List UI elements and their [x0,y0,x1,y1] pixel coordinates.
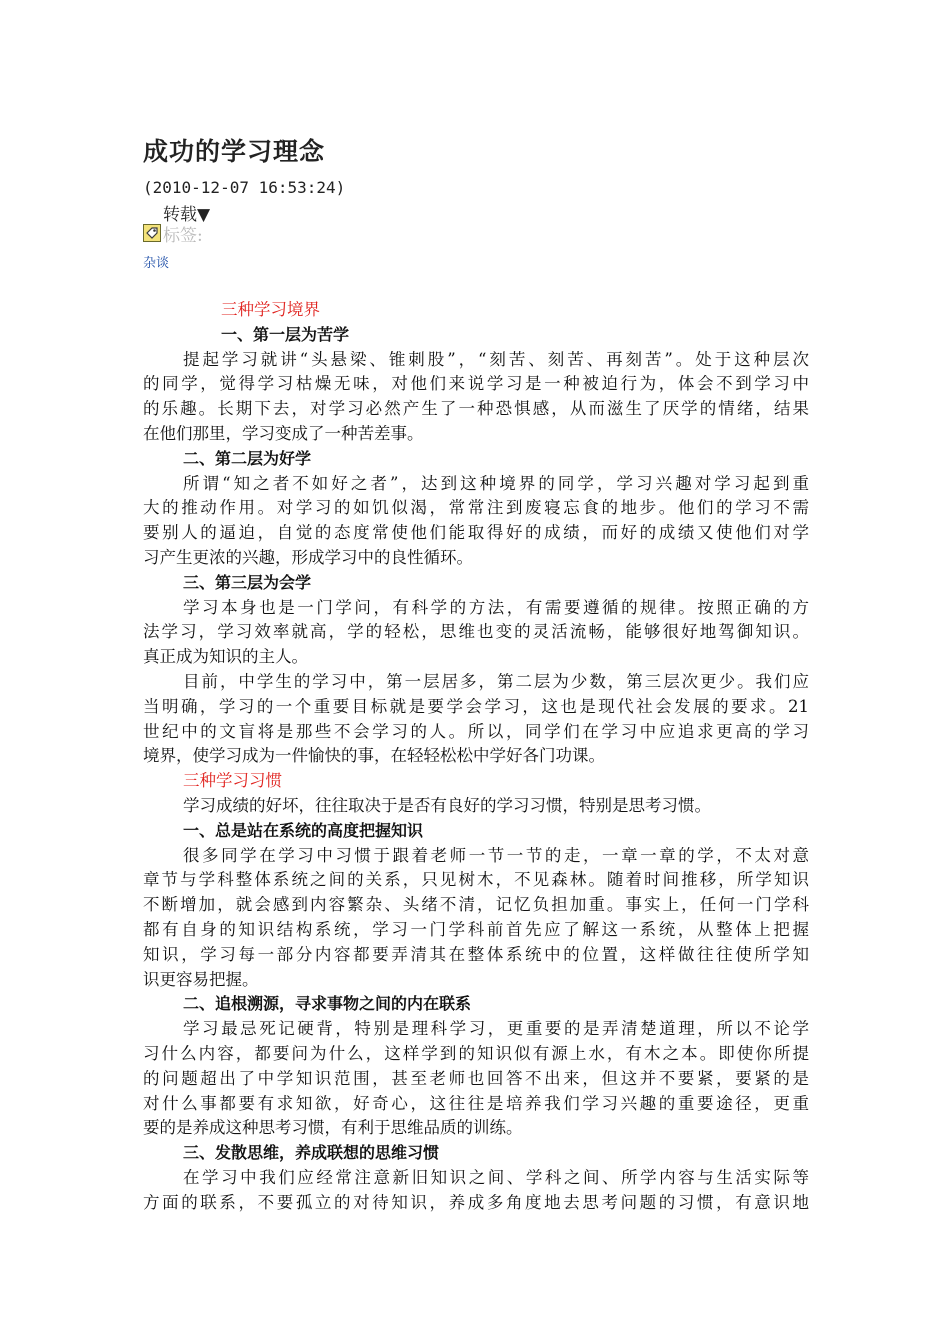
paragraph-line: 习什么内容，都要问为什么，这样学到的知识似有源上水，有木之本。即使你所提 [143,1043,809,1063]
tag-icon [143,224,161,242]
section-heading-realms: 三种学习境界 [221,300,320,319]
paragraph-line: 很多同学在学习中习惯于跟着老师一节一节的走，一章一章的学，不太对意 [183,845,809,865]
paragraph-line: 学习成绩的好坏，往往取决于是否有良好的学习习惯，特别是思考习惯。 [183,795,711,815]
paragraph-line: 在他们那里，学习变成了一种苦差事。 [143,423,424,443]
paragraph-line: 的问题超出了中学知识范围，甚至老师也回答不出来，但这并不要紧，要紧的是 [143,1068,809,1088]
paragraph-line: 真正成为知识的主人。 [143,647,308,667]
paragraph-line: 的乐趣。长期下去，对学习必然产生了一种恐惧感，从而滋生了厌学的情绪，结果 [143,399,809,419]
subheading: 三、发散思维，养成联想的思维习惯 [183,1143,440,1163]
paragraph-line: 学习本身也是一门学问，有科学的方法，有需要遵循的规律。按照正确的方 [183,597,809,617]
paragraph-line: 都有自身的知识结构系统，学习一门学科前首先应了解这一系统，从整体上把握 [143,919,809,939]
paragraph-line: 对什么事都要有求知欲，好奇心，这往往是培养我们学习兴趣的重要途径，更重 [143,1093,809,1113]
paragraph-line: 要别人的逼迫，自觉的态度常使他们能取得好的成绩，而好的成绩又使他们对学 [143,523,809,543]
paragraph-line: 要的是养成这种思考习惯，有利于思维品质的训练。 [143,1118,523,1138]
tags-row [143,223,203,246]
repost-dropdown[interactable]: 转载▼ [163,205,211,225]
section-heading-habits: 三种学习习惯 [183,771,282,791]
paragraph-line: 识更容易把握。 [143,969,259,989]
paragraph-line: 学习最忌死记硬背，特别是理科学习，更重要的是弄清楚道理，所以不论学 [183,1019,809,1039]
article-title: 成功的学习理念 [143,137,326,166]
subheading: 一、第一层为苦学 [221,324,350,344]
subheading: 一、总是站在系统的高度把握知识 [183,820,424,840]
paragraph-line: 目前，中学生的学习中，第一层居多，第二层为少数，第三层次更少。我们应 [183,671,809,691]
paragraph-line: 方面的联系，不要孤立的对待知识，养成多角度地去思考问题的习惯，有意识地 [143,1192,809,1212]
paragraph-line: 章节与学科整体系统之间的关系，只见树木，不见森林。随着时间推移，所学知识 [143,870,809,890]
paragraph-line: 的同学，觉得学习枯燥无味，对他们来说学习是一种被迫行为，体会不到学习中 [143,374,809,394]
paragraph-line: 所谓“知之者不如好之者”，达到这种境界的同学，学习兴趣对学习起到重 [183,473,809,493]
paragraph-line: 世纪中的文盲将是那些不会学习的人。所以，同学们在学习中应追求更高的学习 [143,721,809,741]
paragraph-line: 境界，使学习成为一件愉快的事，在轻轻松松中学好各门功课。 [143,746,605,766]
paragraph-line: 法学习，学习效率就高，学的轻松，思维也变的灵活流畅，能够很好地驾御知识。 [143,622,809,642]
tag-link-zatan[interactable]: 杂谈 [143,256,170,271]
subheading: 二、追根溯源，寻求事物之间的内在联系 [183,994,472,1014]
paragraph-line: 提起学习就讲“头悬梁、锥刺股”，“刻苦、刻苦、再刻苦”。处于这种层次 [183,349,809,369]
article-body [143,298,809,1215]
subheading: 三、第三层为会学 [183,572,312,592]
subheading: 二、第二层为好学 [183,448,312,468]
paragraph-line: 大的推动作用。对学习的如饥似渴，常常注到废寝忘食的地步。他们的学习不需 [143,498,809,518]
paragraph-line: 习产生更浓的兴趣，形成学习中的良性循环。 [143,547,473,567]
paragraph-line: 在学习中我们应经常注意新旧知识之间、学科之间、所学内容与生活实际等 [183,1167,809,1187]
post-timestamp: (2010-12-07 16:53:24) [143,178,346,197]
paragraph-line: 当明确，学习的一个重要目标就是要学会学习，这也是现代社会发展的要求。21 [143,696,809,716]
paragraph-line: 不断增加，就会感到内容繁杂、头绪不清，记忆负担加重。事实上，任何一门学科 [143,895,809,915]
paragraph-line: 知识，学习每一部分内容都要弄清其在整体系统中的位置，这样做往往使所学知 [143,944,809,964]
tags-label: 标签: [163,225,203,246]
